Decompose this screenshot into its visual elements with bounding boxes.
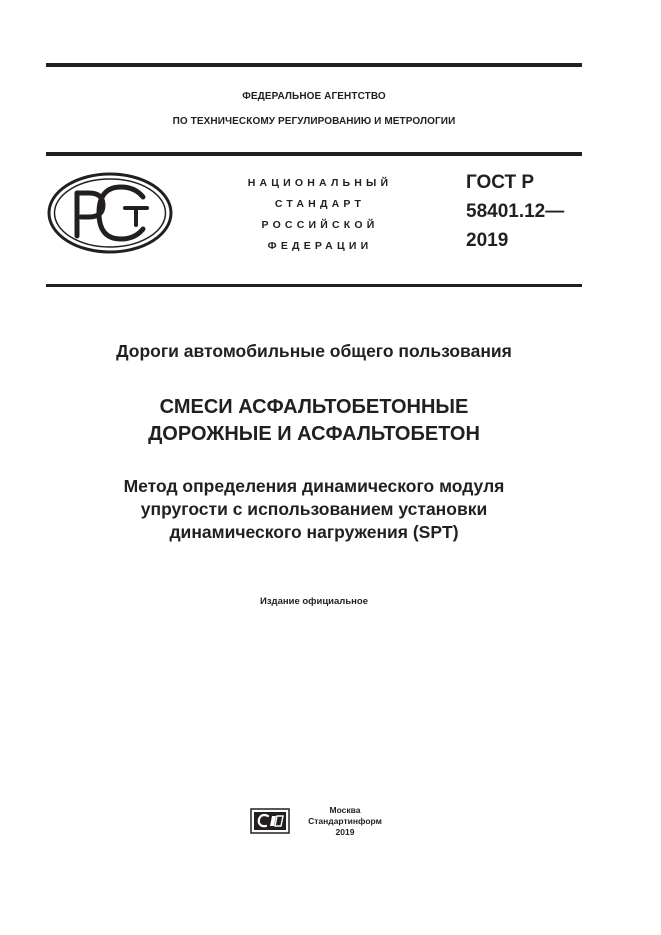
standard-type-line-3: РОССИЙСКОЙ [261,219,379,231]
agency-name-line-2: ПО ТЕХНИЧЕСКОМУ РЕГУЛИРОВАНИЮ И МЕТРОЛОГИИ [172,116,456,127]
title-line-1: СМЕСИ АСФАЛЬТОБЕТОННЫЕ [159,396,469,418]
publisher-year: 2019 [335,827,355,837]
gost-r-emblem-icon [47,172,173,254]
standard-type-line-1: НАЦИОНАЛЬНЫЙ [247,177,393,189]
middle-rule [46,152,582,156]
subtitle-line-2: упругости с использованием установки [140,499,488,519]
standartinform-logo-icon [250,808,290,834]
standard-designation [466,168,564,255]
document-subtitle [46,475,582,544]
standard-type-block [222,173,418,257]
designation-line-1: ГОСТ Р [466,172,535,193]
bottom-rule [46,284,582,287]
agency-name-line-1: ФЕДЕРАЛЬНОЕ АГЕНТСТВО [242,91,386,102]
subtitle-line-1: Метод определения динамического модуля [123,476,505,496]
designation-line-2: 58401.12— [466,201,565,222]
publisher-name: Стандартинформ [308,816,382,826]
standard-type-line-4: ФЕДЕРАЦИИ [267,240,373,252]
standard-type-line-2: СТАНДАРТ [274,198,366,210]
designation-line-3: 2019 [466,230,509,251]
top-rule [46,63,582,67]
document-category: Дороги автомобильные общего пользования [116,341,512,361]
subtitle-line-3: динамического нагружения (SPT) [169,522,459,542]
edition-note: Издание официальное [260,596,368,607]
publisher-city: Москва [329,805,361,815]
title-line-2: ДОРОЖНЫЕ И АСФАЛЬТОБЕТОН [148,423,480,445]
document-title [46,394,582,448]
publisher-info [305,805,385,838]
